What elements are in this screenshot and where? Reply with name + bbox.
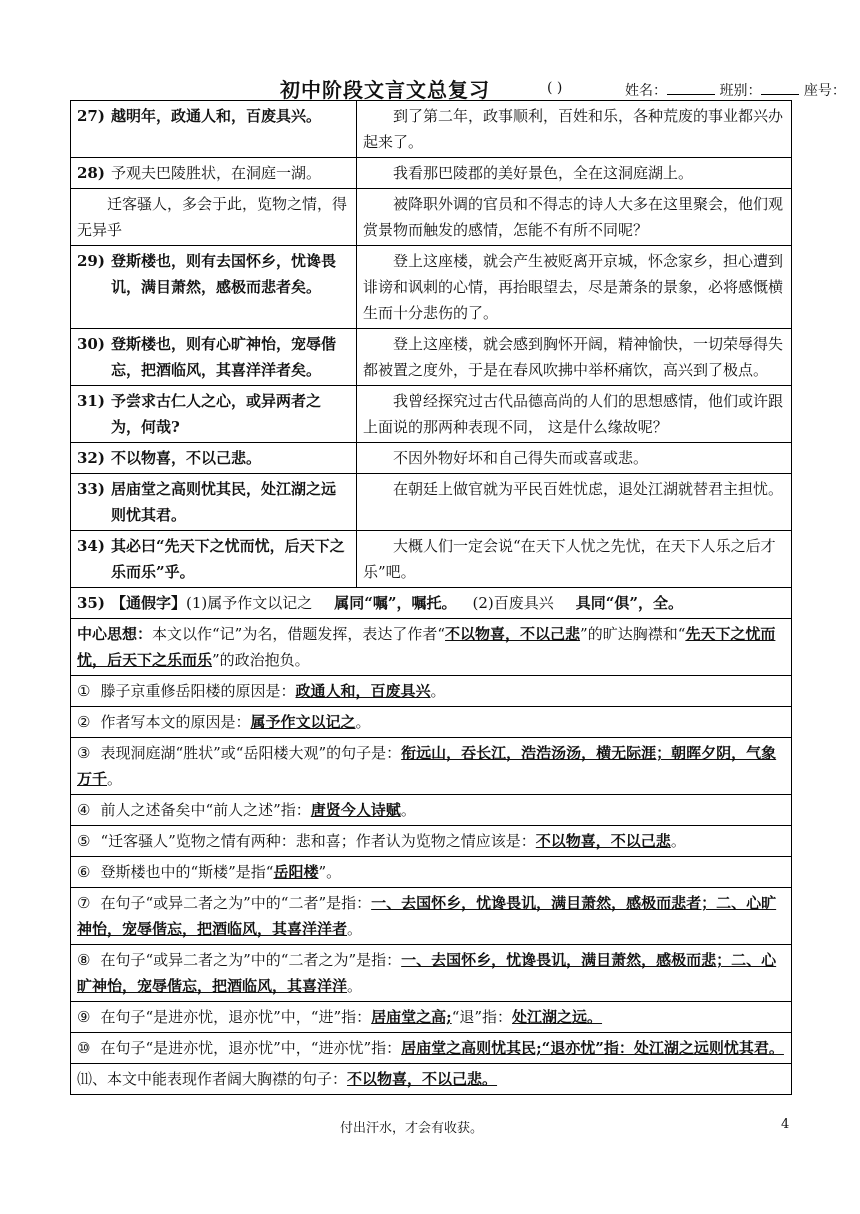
translation-cell [357,246,792,329]
question-cell [71,826,792,857]
sentence-number: 31) [77,392,105,410]
page-title: 初中阶段文言文总复习 [280,78,490,102]
question-cell [71,945,792,1002]
tongjia-row [71,588,792,619]
question-row [71,945,792,1002]
question-answer: 唐贤今人诗赋 [310,801,401,819]
question-number: ① [77,682,91,700]
class-blank [761,80,799,95]
question-cell [71,676,792,707]
translation-text: 登上这座楼，就会感到胸怀开阔，精神愉快，一切荣辱得失都被置之度外，于是在春风吹拂中举杯痛饮，高兴到了极点。 [363,335,784,379]
translation-row [71,158,792,189]
tongjia-answer-1: 属同“嘱”，嘱托。 [334,594,457,612]
translation-text: 被降职外调的官员和不得志的诗人大多在这里聚会，他们观赏景物而触发的感情，怎能不有所不同呢？ [363,195,784,239]
sentence-number: 28) [77,164,105,182]
sentence-number: 29) [77,252,105,270]
original-sentence: 其必曰“先天下之忧而忧，后天下之乐而乐”乎。 [111,537,345,581]
question-answer: 衔远山，吞长江，浩浩汤汤，横无际涯；朝晖夕阴，气象万千 [77,744,777,788]
original-text-cell [71,189,357,246]
original-line [77,445,350,471]
question-end: 。 [355,713,371,731]
question-answer: 处江湖之远。 [512,1008,603,1026]
question-row [71,1033,792,1064]
question-text: “迁客骚人”览物之情有两种：悲和喜；作者认为览物之情应该是： [100,832,536,850]
question-answer: 居庙堂之高; [371,1008,452,1026]
question-text: 在句子“或异二者之为”中的“二者之为”是指： [100,951,402,969]
page-header [70,74,846,102]
original-line [77,476,350,528]
question-row [71,676,792,707]
question-row [71,826,792,857]
translation-text: 我曾经探究过古代品德高尚的人们的思想感情，他们或许跟上面说的那两种表现不同， 这是什么缘故呢？ [363,392,784,436]
question-cell [71,738,792,795]
question-row [71,1002,792,1033]
student-info-fields [625,80,846,100]
question-number: ④ [77,801,91,819]
question-cell [71,857,792,888]
translation-row [71,101,792,158]
question-row [71,707,792,738]
question-end: ”。 [318,863,342,881]
translation-row [71,329,792,386]
original-line [77,160,350,186]
translation-cell [357,443,792,474]
original-line [77,331,350,383]
question-end: 。 [670,832,686,850]
question-number: ② [77,713,91,731]
tongjia-answer-2: 具同“俱”，全。 [575,594,684,612]
translation-text: 我看那巴陵郡的美好景色，全在这洞庭湖上。 [393,164,694,182]
question-text: 在句子“是进亦忧，退亦忧”中，“进亦忧”指： [100,1039,402,1057]
name-label: 姓名： [625,83,667,99]
question-number: ⑦ [77,894,91,912]
question-number: ⑧ [77,951,91,969]
question-number: ⑨ [77,1008,91,1026]
center-idea-text: 本文以作“记”为名，借题发挥，表达了作者“ [152,625,446,643]
original-text-cell [71,101,357,158]
original-text-cell [71,329,357,386]
question-cell [71,1002,792,1033]
question-cell [71,795,792,826]
question-answer: 一、去国怀乡，忧谗畏讥，满目萧然，感极而悲者；二、心旷神怡，宠辱偕忘，把酒临风，其喜洋洋者 [77,894,777,938]
class-label: 班别： [719,83,762,99]
original-sentence: 登斯楼也，则有去国怀乡，忧谗畏讥，满目萧然，感极而悲者矣。 [111,252,337,296]
question-cell [71,707,792,738]
translation-cell [357,329,792,386]
translation-cell [357,189,792,246]
center-idea-answer: 不以物喜，不以己悲 [445,625,581,643]
sentence-number: 33) [77,480,105,498]
footer-motto: 付出汗水，才会有收获。 [340,1121,484,1136]
question-text: 在句子“或异二者之为”中的“二者”是指： [100,894,372,912]
translation-row [71,474,792,531]
question-number: ⑤ [77,832,91,850]
question-answer: 一、去国怀乡，忧谗畏讥，满目萧然，感极而悲；二、心旷神怡，宠辱偕忘，把酒临风，其喜洋洋 [77,951,777,995]
question-end: 。 [107,770,123,788]
question-number: ⑥ [77,863,91,881]
tongjia-cell [71,588,792,619]
center-idea-text: ”的政治抱负。 [212,651,310,669]
question-number: ⑾、 [77,1070,108,1088]
translation-text: 登上这座楼，就会产生被贬离开京城，怀念家乡，担心遭到诽谤和讽刺的心情，再抬眼望去，尽是萧条的景象，必将感慨横生而十分悲伤的了。 [363,252,784,322]
translation-cell [357,101,792,158]
question-end: 。 [400,801,416,819]
question-answer: 不以物喜，不以己悲 [535,832,671,850]
original-text-cell [71,158,357,189]
translation-text: 大概人们一定会说“在天下人忧之先忧，在天下人乐之后才乐”吧。 [363,537,776,581]
original-sentence: 迁客骚人，多会于此，览物之情，得无异乎 [77,195,348,239]
question-cell [71,1064,792,1095]
translation-cell [357,474,792,531]
question-row [71,888,792,945]
question-answer: 居庙堂之高则忧其民;“退亦忧”指：处江湖之远则忧其君。 [401,1039,784,1057]
question-cell [71,1033,792,1064]
seat-label: 座号： [803,83,846,99]
translation-cell [357,531,792,588]
question-text: 表现洞庭湖“胜状”或“岳阳楼大观”的句子是： [100,744,402,762]
question-number: ③ [77,744,91,762]
tongjia-phrase-2: (2)百废具兴 [472,594,554,612]
original-sentence: 予尝求古仁人之心，或异两者之为，何哉? [111,392,322,436]
question-text: 登斯楼也中的“斯楼”是指“ [100,863,274,881]
original-sentence: 不以物喜，不以己悲。 [111,449,262,467]
question-end: 。 [347,977,363,995]
title-paren: ( ) [547,80,563,96]
translation-text: 不因外物好坏和自己得失而或喜或悲。 [393,449,649,467]
question-answer: 不以物喜，不以己悲。 [347,1070,498,1088]
name-blank [667,80,715,95]
original-text-cell [71,246,357,329]
sentence-number: 34) [77,537,105,555]
question-cell [71,888,792,945]
translation-cell [357,158,792,189]
question-text: 滕子京重修岳阳楼的原因是： [100,682,296,700]
question-row [71,795,792,826]
question-row [71,1064,792,1095]
question-answer: 政通人和，百废具兴 [295,682,431,700]
translation-row [71,246,792,329]
review-table [70,100,792,1095]
question-text: 前人之述备矣中“前人之述”指： [100,801,311,819]
translation-row [71,443,792,474]
original-sentence: 越明年，政通人和，百废具兴。 [111,107,322,125]
original-text-cell [71,474,357,531]
original-text-cell [71,443,357,474]
tongjia-phrase-1: (1)属予作文以记之 [186,594,313,612]
center-idea-cell [71,619,792,676]
original-sentence: 登斯楼也，则有心旷神怡，宠辱偕忘，把酒临风，其喜洋洋者矣。 [111,335,337,379]
question-end: 。 [347,920,363,938]
original-sentence: 予观夫巴陵胜状，在洞庭一湖。 [111,164,322,182]
question-answer: 岳阳楼 [273,863,319,881]
question-row [71,738,792,795]
original-line [77,103,350,129]
original-line [77,533,350,585]
center-idea-text: ”的旷达胸襟和“ [580,625,686,643]
sentence-number: 27) [77,107,105,125]
translation-row [71,189,792,246]
sentence-number: 35) [77,594,105,612]
tongjia-tag: 【通假字】 [111,594,187,612]
original-line [77,248,350,300]
center-idea-row [71,619,792,676]
question-end: 。 [430,682,446,700]
center-idea-answer: 先天下之忧而忧，后天下之乐而乐 [77,625,776,669]
sentence-number: 30) [77,335,105,353]
question-text: 作者写本文的原因是： [100,713,251,731]
original-text-cell [71,386,357,443]
page-number: 4 [781,1117,790,1132]
translation-text: 在朝廷上做官就为平民百姓忧虑，退处江湖就替君主担忧。 [393,480,784,498]
question-text: 在句子“是进亦忧，退亦忧”中，“进”指： [100,1008,372,1026]
sentence-number: 32) [77,449,105,467]
original-text-cell [71,531,357,588]
question-text: 本文中能表现作者阔大胸襟的句子： [107,1070,348,1088]
original-sentence: 居庙堂之高则忧其民，处江湖之远则忧其君。 [111,480,337,524]
translation-row [71,531,792,588]
question-row [71,857,792,888]
original-line [77,388,350,440]
question-number: ⑩ [77,1039,91,1057]
translation-text: 到了第二年，政事顺利，百姓和乐，各种荒废的事业都兴办起来了。 [363,107,784,151]
question-answer: 属予作文以记之 [250,713,356,731]
question-text: “退”指： [451,1008,513,1026]
translation-cell [357,386,792,443]
translation-row [71,386,792,443]
center-idea-label: 中心思想： [77,625,153,643]
